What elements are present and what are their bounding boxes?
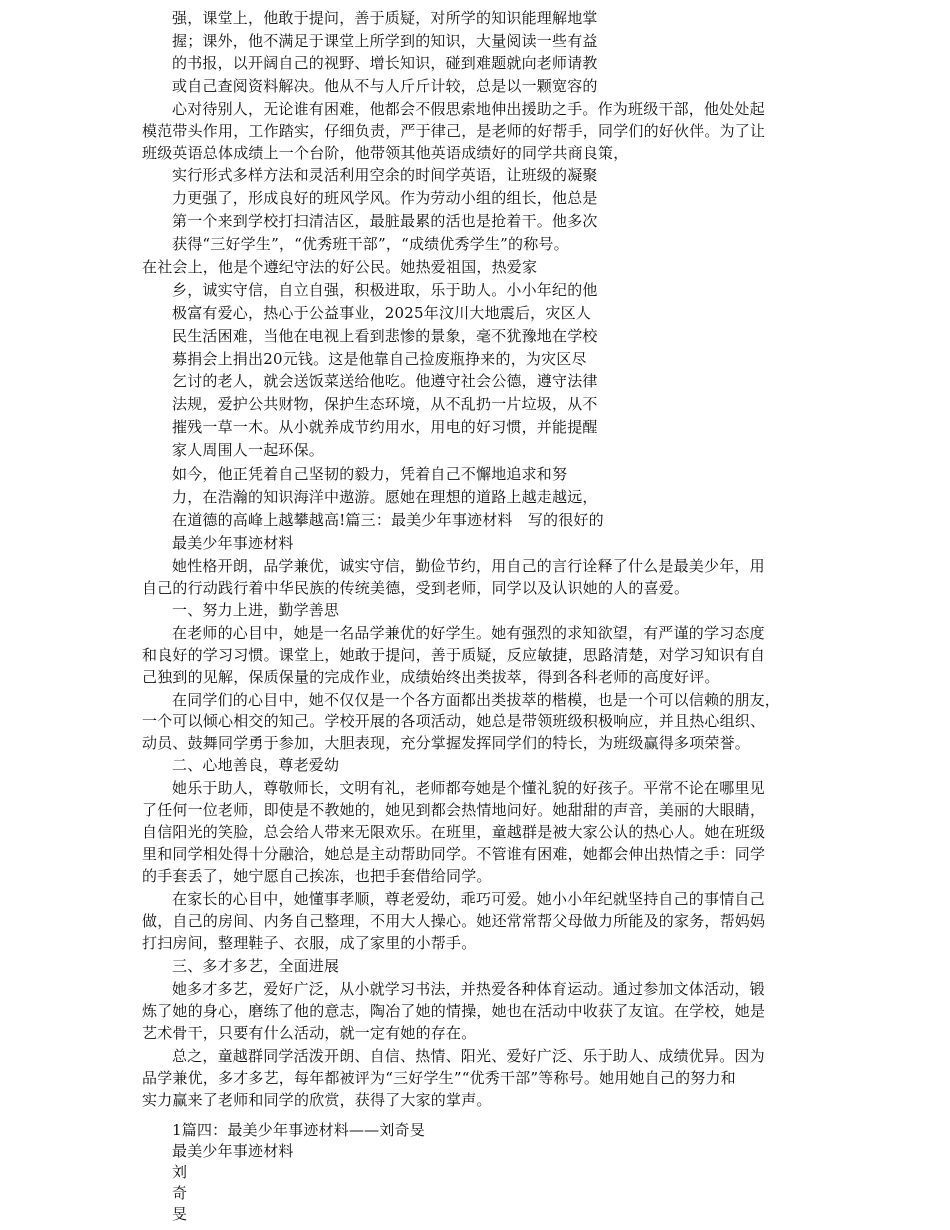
text-line: 打扫房间，整理鞋子、衣服，成了家里的小帮手。 — [142, 934, 477, 952]
text-line: 摧残一草一木。从小就养成节约用水，用电的好习惯，并能提醒 — [172, 418, 598, 436]
text-line: 如今，他正凭着自己坚韧的毅力，凭着自己不懈地追求和努 — [172, 465, 568, 483]
text-line: 和良好的学习习惯。课堂上，她敢于提问，善于质疑，反应敏捷，思路清楚，对学习知识有自 — [142, 646, 766, 664]
text-line: 艺术骨干，只要有什么活动，就一定有她的存在。 — [142, 1024, 477, 1042]
text-line: 乞讨的老人，就会送饭菜送给他吃。他遵守社会公德，遵守法律 — [172, 372, 598, 390]
text-line: 或自己查阅资料解决。他从不与人斤斤计较，总是以一颗宽容的 — [172, 77, 598, 95]
text-line: 握；课外，他不满足于课堂上所学到的知识，大量阅读一些有益 — [172, 32, 598, 50]
text-line: 力，在浩瀚的知识海洋中遨游。愿她在理想的道路上越走越远， — [172, 488, 598, 506]
text-line: 自信阳光的笑脸，总会给人带来无限欢乐。在班里，童越群是被大家公认的热心人。她在班级 — [142, 823, 766, 841]
text-line: 获得“三好学生”，“优秀班干部”，“成绩优秀学生”的称号。 — [172, 235, 569, 253]
text-line: 极富有爱心，热心于公益事业，2025年汶川大地震后，灾区人 — [172, 304, 591, 322]
text-line: 品学兼优，多才多艺，每年都被评为“三好学生”“优秀干部”等称号。她用她自己的努力和 — [142, 1069, 736, 1087]
text-line: 刘 — [172, 1163, 188, 1181]
text-line: 实行形式多样方法和灵活利用空余的时间学英语，让班级的凝聚 — [172, 166, 598, 184]
text-line: 的书报，以开阔自己的视野、增长知识，碰到难题就向老师请教 — [172, 54, 598, 72]
text-line: 在社会上，他是个遵纪守法的好公民。她热爱祖国，热爱家 — [142, 258, 538, 276]
text-line: 募捐会上捐出20元钱。这是他靠自己捡废瓶挣来的，为灾区尽 — [172, 350, 587, 368]
text-line: 她多才多艺，爱好广泛，从小就学习书法，并热爱各种体育运动。通过参加文体活动，锻 — [172, 980, 765, 998]
text-line: 乡，诚实守信，自立自强，积极进取，乐于助人。小小年纪的他 — [172, 281, 598, 299]
section-heading: 一、努力上进，勤学善思 — [172, 601, 340, 619]
text-line: 在道德的高峰上越攀越高!篇三：最美少年事迹材料 写的很好的 — [172, 511, 604, 529]
text-line: 家人周围人一起环保。 — [172, 441, 325, 459]
section-heading: 二、心地善良，尊老爱幼 — [172, 756, 340, 774]
text-line: 总之，童越群同学活泼开朗、自信、热情、阳光、爱好广泛、乐于助人、成绩优异。因为 — [172, 1047, 765, 1065]
text-line: 了任何一位老师，即使是不教她的，她见到都会热情地问好。她甜甜的声音，美丽的大眼睛， — [142, 801, 766, 819]
text-line: 心对待别人，无论谁有困难，他都会不假思索地伸出援助之手。作为班级干部，他处处起 — [172, 100, 765, 118]
text-line: 在同学们的心目中，她不仅仅是一个各方面都出类拔萃的楷模，也是一个可以信赖的朋友， — [172, 691, 781, 709]
text-line: 实力赢来了老师和同学的欣赏，获得了大家的掌声。 — [142, 1091, 492, 1109]
section-title: 最美少年事迹材料 — [172, 534, 294, 552]
text-line: 一个可以倾心相交的知己。学校开展的各项活动，她总是带领班级积极响应，并且热心组织、 — [142, 712, 766, 730]
text-line: 里和同学相处得十分融洽，她总是主动帮助同学。不管谁有困难，她都会伸出热情之手：同学 — [142, 845, 766, 863]
text-line: 做，自己的房间、内务自己整理，不用大人操心。她还常常帮父母做力所能及的家务，帮妈妈 — [142, 912, 766, 930]
text-line: 在老师的心目中，她是一名品学兼优的好学生。她有强烈的求知欲望，有严谨的学习态度 — [172, 624, 765, 642]
text-line: 的手套丢了，她宁愿自己挨冻，也把手套借给同学。 — [142, 867, 492, 885]
section-heading: 三、多才多艺，全面进展 — [172, 957, 340, 975]
text-line: 她乐于助人，尊敬师长，文明有礼，老师都夸她是个懂礼貌的好孩子。平常不论在哪里见 — [172, 779, 765, 797]
text-line: 强，课堂上，他敢于提问，善于质疑，对所学的知识能理解地掌 — [172, 9, 598, 27]
text-line: 己独到的见解，保质保量的完成作业，成绩始终出类拔萃，得到各科老师的高度好评。 — [142, 668, 720, 686]
text-line: 力更强了，形成良好的班风学风。作为劳动小组的组长，他总是 — [172, 189, 598, 207]
section-title: 最美少年事迹材料 — [172, 1142, 294, 1160]
text-line: 班级英语总体成绩上一个台阶，他带领其他英语成绩好的同学共商良策， — [142, 144, 629, 162]
text-line: 动员、鼓舞同学勇于参加，大胆表现，充分掌握发挥同学们的特长，为班级赢得多项荣誉。 — [142, 734, 751, 752]
text-line: 自己的行动践行着中华民族的传统美德，受到老师，同学以及认识她的人的喜爱。 — [142, 579, 690, 597]
text-line: 在家长的心目中，她懂事孝顺，尊老爱幼，乖巧可爱。她小小年纪就坚持自己的事情自己 — [172, 890, 765, 908]
text-line: 旻 — [172, 1205, 188, 1223]
text-line: 法规，爱护公共财物，保护生态环境，从不乱扔一片垃圾，从不 — [172, 395, 598, 413]
text-line: 她性格开朗，品学兼优，诚实守信，勤俭节约，用自己的言行诠释了什么是最美少年，用 — [172, 557, 765, 575]
text-line: 奇 — [172, 1184, 188, 1202]
text-line: 炼了她的身心，磨练了他的意志，陶冶了她的情操，她也在活动中收获了友谊。在学校，她是 — [142, 1002, 766, 1020]
text-line: 模范带头作用，工作踏实，仔细负责，严于律己，是老师的好帮手，同学们的好伙伴。为了让 — [142, 122, 766, 140]
section-title: 1篇四：最美少年事迹材料——刘奇旻 — [172, 1121, 425, 1139]
text-line: 第一个来到学校打扫清洁区，最脏最累的活也是抢着干。他多次 — [172, 212, 598, 230]
text-line: 民生活困难，当他在电视上看到悲惨的景象，毫不犹豫地在学校 — [172, 327, 598, 345]
